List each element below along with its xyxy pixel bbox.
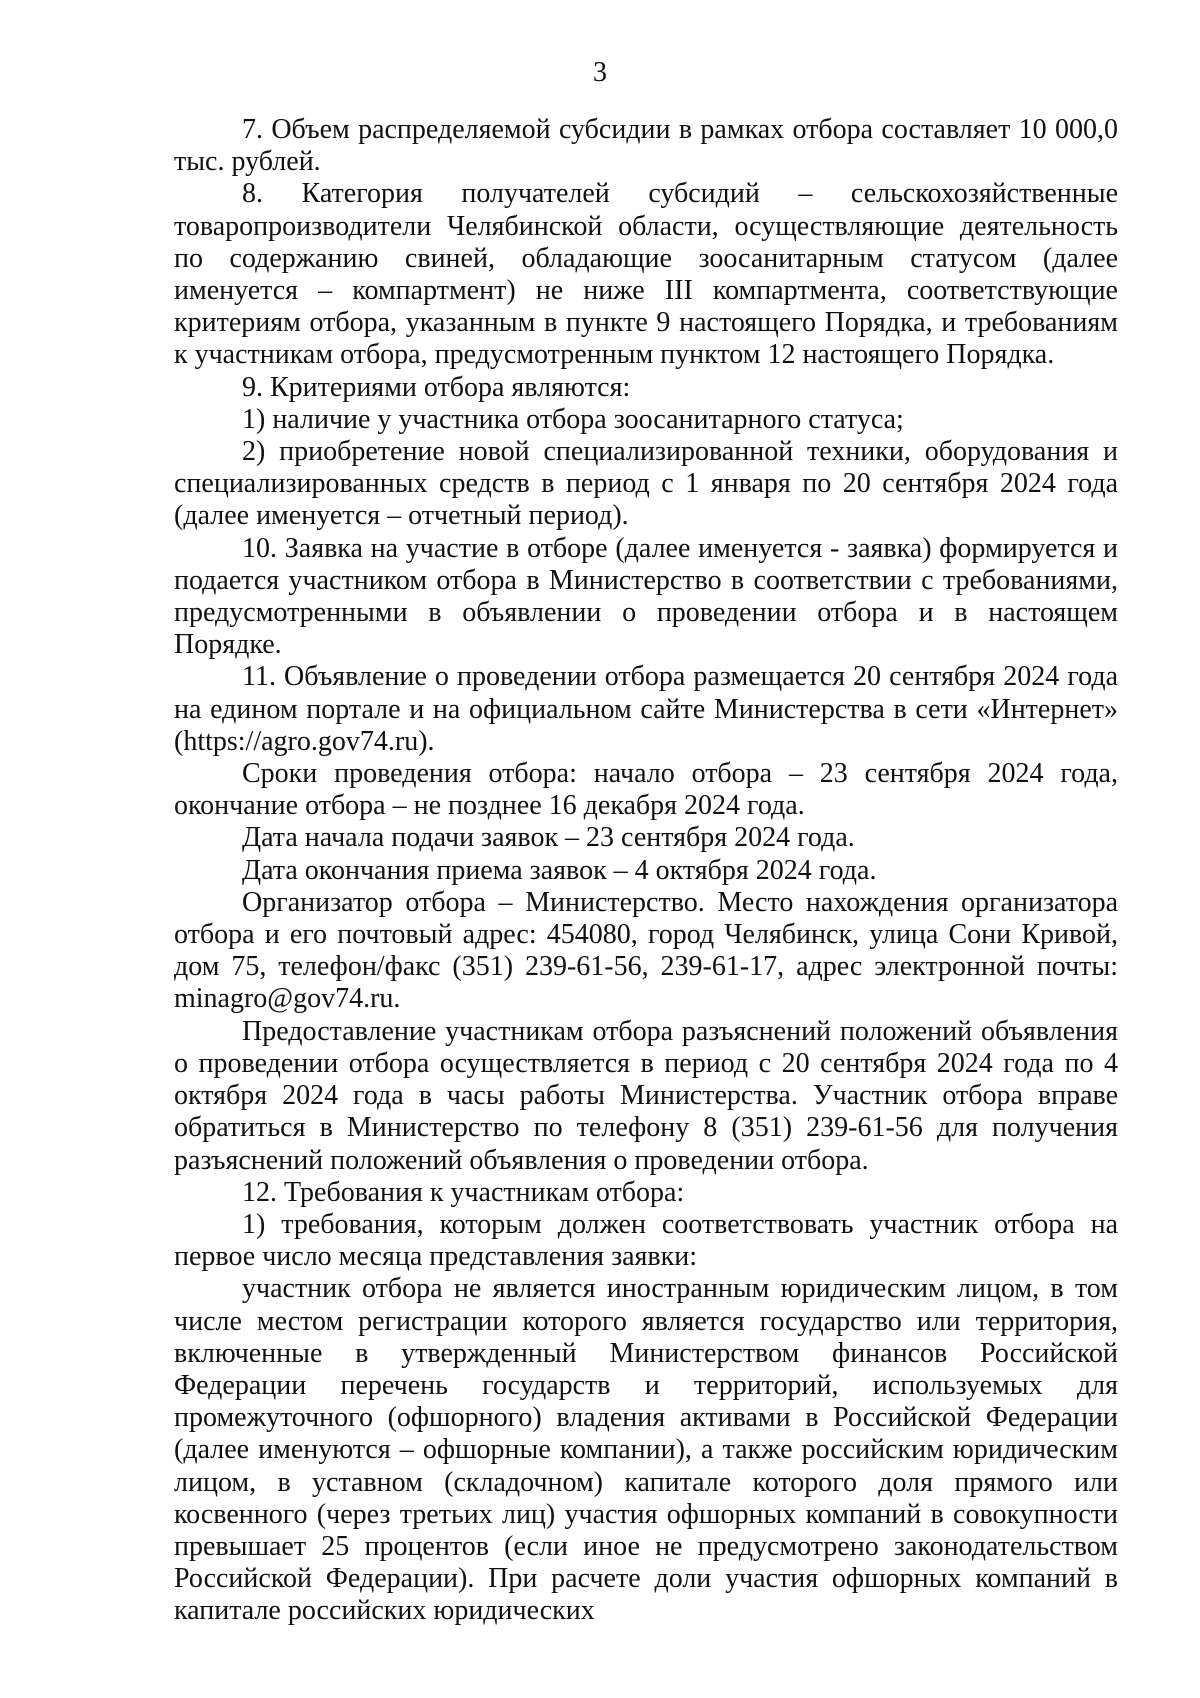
paragraph-10-application: 10. Заявка на участие в отборе (далее именуется - заявка) формируется и подается участником отбора в Министерство в соответствии с требованиями, предусмотренными в объявлении о проведении отбора и в настоящем Порядке. — [174, 532, 1118, 661]
selection-period: Сроки проведения отбора: начало отбора – 23 сентября 2024 года, окончание отбора – не позднее 16 декабря 2024 года. — [174, 758, 1118, 822]
paragraph-7-subsidy-volume: 7. Объем распределяемой субсидии в рамках отбора составляет 10 000,0 тыс. рублей. — [174, 114, 1118, 178]
offshore-requirement: участник отбора не является иностранным юридическим лицом, в том числе местом регистрации которого является государство или территория, включенные в утвержденный Министерством финансов Российской Федерации перечень государств и территорий, используемых для промежуточного (офшорного) владения активами в Российской Федерации (далее именуются – офшорные компании), а также российским юридическим лицом, в уставном (складочном) капитале которого доля прямого или косвенного (через третьих лиц) участия офшорных компаний в совокупности превышает 25 процентов (если иное не предусмотрено законодательством Российской Федерации). При расчете доли участия офшорных компаний в капитале российских юридических — [174, 1273, 1118, 1627]
document-body — [174, 114, 1118, 1628]
application-end-date: Дата окончания приема заявок – 4 октября 2024 года. — [242, 854, 877, 886]
paragraph-9-criteria-heading: 9. Критериями отбора являются: — [242, 371, 631, 403]
criteria-item-1: 1) наличие у участника отбора зоосанитарного статуса; — [242, 403, 904, 435]
requirements-item-1: 1) требования, которым должен соответствовать участник отбора на первое число месяца представления заявки: — [174, 1208, 1118, 1273]
paragraph-12-requirements-heading: 12. Требования к участникам отбора: — [242, 1176, 685, 1208]
paragraph-8-recipient-category: 8. Категория получателей субсидий – сельскохозяйственные товаропроизводители Челябинской области, осуществляющие деятельность по содержанию свиней, обладающие зоосанитарным статусом (далее именуется – компартмент) не ниже III компартмента, соответствующие критериям отбора, указанным в пункте 9 настоящего Порядка, и требованиям к участникам отбора, предусмотренным пунктом 12 настоящего Порядка. — [174, 178, 1118, 371]
organizer-contacts: Организатор отбора – Министерство. Место нахождения организатора отбора и его почтовый адрес: 454080, город Челябинск, улица Сони Кривой, дом 75, телефон/факс (351) 239-61-56, 239-61-17, адрес электронной почты: minagro@gov74.ru. — [174, 886, 1118, 1015]
application-start-date: Дата начала подачи заявок – 23 сентября 2024 года. — [242, 822, 855, 854]
clarifications-info: Предоставление участникам отбора разъяснений положений объявления о проведении отбора осуществляется в период с 20 сентября 2024 года по 4 октября 2024 года в часы работы Министерства. Участник отбора вправе обратиться в Министерство по телефону 8 (351) 239-61-56 для получения разъяснений положений объявления о проведении отбора. — [174, 1015, 1118, 1176]
criteria-item-2: 2) приобретение новой специализированной техники, оборудования и специализированных средств в период с 1 января по 20 сентября 2024 года (далее именуется – отчетный период). — [174, 436, 1118, 532]
page-number: 3 — [593, 57, 607, 88]
paragraph-11-announcement: 11. Объявление о проведении отбора размещается 20 сентября 2024 года на едином портале и на официальном сайте Министерства в сети «Интернет» (https://agro.gov74.ru). — [174, 661, 1118, 757]
